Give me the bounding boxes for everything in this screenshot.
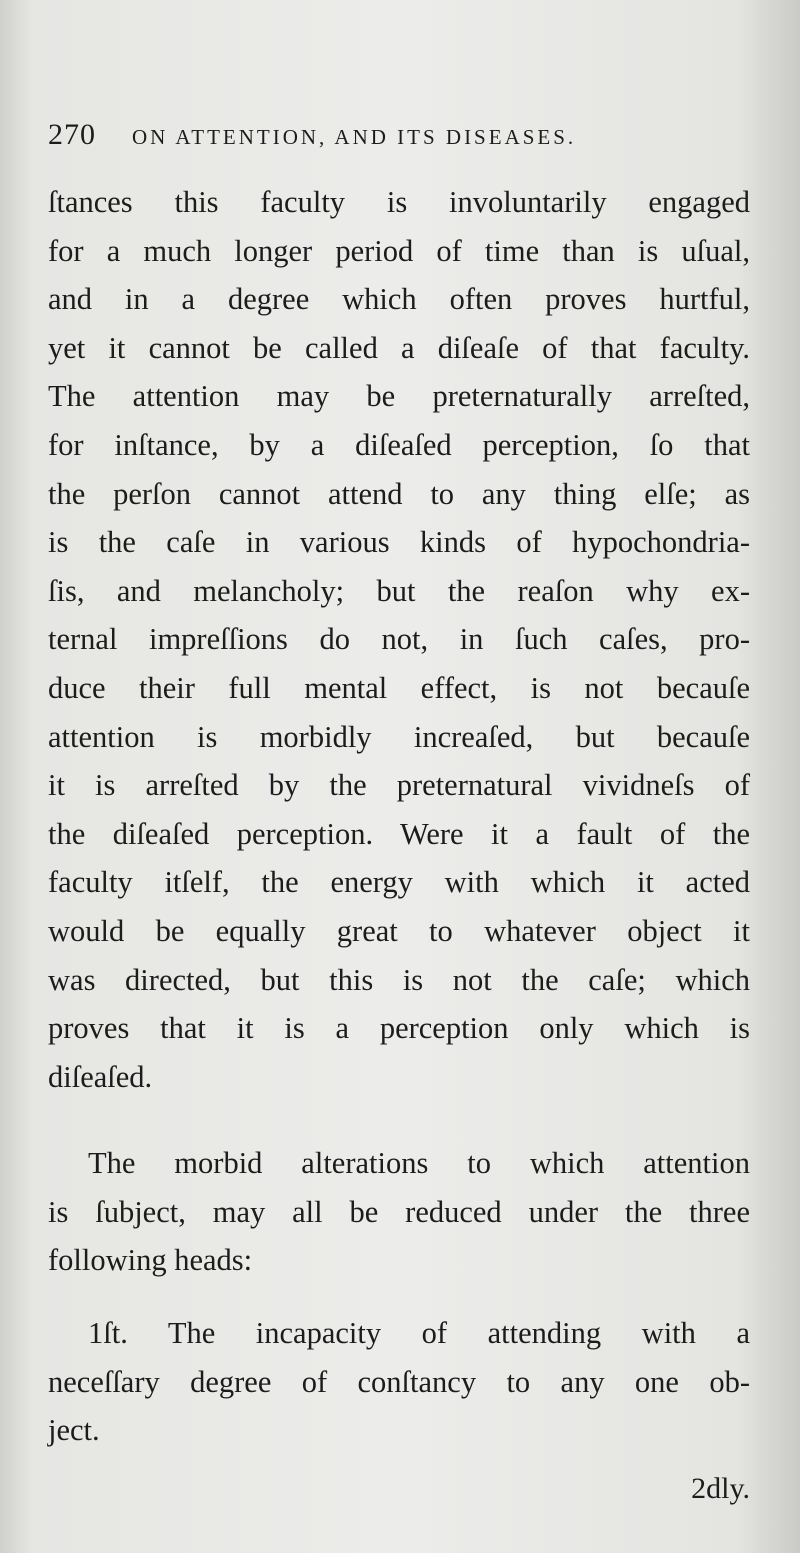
body-text [48, 178, 750, 1455]
text-line: ject. [48, 1413, 100, 1448]
text-line: the perſon cannot attend to any thing elſe; as [48, 476, 750, 511]
text-line: yet it cannot be called a diſeaſe of that faculty. [48, 330, 750, 365]
text-line: ſtances this faculty is involuntarily engaged [48, 185, 750, 219]
text-line: it is arreſted by the preternatural vividneſs of [48, 768, 750, 803]
page-number: 270 [48, 118, 96, 151]
text-line: proves that it is a perception only which is [48, 1011, 750, 1046]
paragraph-1 [48, 178, 750, 1101]
text-line: ternal impreſſions do not, in ſuch caſes, pro- [48, 622, 750, 657]
catchword: 2dly. [691, 1472, 750, 1505]
paragraph-spacer [48, 1285, 750, 1309]
running-head: ON ATTENTION, AND ITS DISEASES. [132, 125, 577, 149]
text-line: neceſſary degree of conſtancy to any one ob- [48, 1364, 750, 1399]
text-line: ſis, and melancholy; but the reaſon why ex- [48, 573, 750, 608]
text-line: would be equally great to whatever object it [48, 913, 750, 948]
page-header [48, 118, 758, 152]
text-line: The attention may be preternaturally arreſted, [48, 379, 750, 414]
text-line: was directed, but this is not the caſe; which [48, 962, 750, 997]
paragraph-3 [48, 1309, 750, 1455]
text-line: is the caſe in various kinds of hypochondria- [48, 525, 750, 560]
text-line: The morbid alterations to which attention [88, 1146, 750, 1181]
text-line: for a much longer period of time than is uſual, [48, 233, 750, 268]
text-line: 1ſt. The incapacity of attending with a [88, 1316, 750, 1351]
text-line: following heads: [48, 1243, 253, 1278]
paragraph-2 [48, 1139, 750, 1285]
text-line: attention is morbidly increaſed, but becauſe [48, 719, 750, 754]
text-line: is ſubject, may all be reduced under the three [48, 1194, 750, 1229]
text-line: diſeaſed. [48, 1059, 153, 1094]
paragraph-spacer [48, 1101, 750, 1139]
text-line: for inſtance, by a diſeaſed perception, ſo that [48, 427, 750, 462]
text-line: and in a degree which often proves hurtful, [48, 282, 750, 317]
text-line: faculty itſelf, the energy with which it acted [48, 865, 750, 900]
text-line: the diſeaſed perception. Were it a fault of the [48, 816, 750, 851]
text-line: duce their full mental effect, is not becauſe [48, 670, 750, 705]
